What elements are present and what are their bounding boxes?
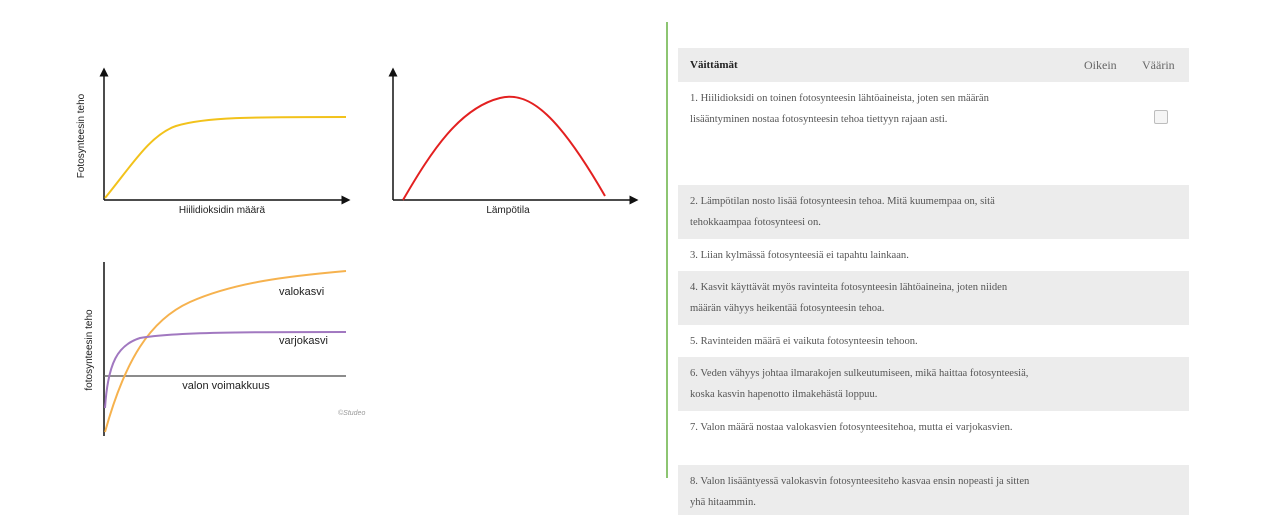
table-header <box>678 48 1189 82</box>
light-x-label: valon voimakkuus <box>182 380 270 392</box>
valokasvi-label: valokasvi <box>279 286 325 298</box>
statement-text: 2. Lämpötilan nosto lisää fotosynteesin tehoa. Mitä kuumempaa on, sitä tehokkaampaa fotosynteesi on. <box>690 196 995 228</box>
statement-text: 1. Hiilidioksidi on toinen fotosynteesin lähtöaineista, joten sen määrän lisääntyminen nostaa fotosynteesin tehoa tiettyyn rajaan asti. <box>690 93 989 125</box>
statement-text: 5. Ravinteiden määrä ei vaikuta fotosynteesin tehoon. <box>690 336 918 347</box>
table-row <box>678 411 1189 465</box>
table-row <box>678 325 1189 357</box>
copyright-label: ©Studeo <box>338 410 366 417</box>
temp-x-label: Lämpötila <box>486 205 530 216</box>
table-row <box>678 239 1189 271</box>
co2-x-label: Hiilidioksidin määrä <box>178 205 266 216</box>
varjokasvi-label: varjokasvi <box>279 335 328 347</box>
header-wrong: Väärin <box>1142 58 1175 72</box>
table-row <box>678 271 1189 325</box>
wrong-checkbox-row1[interactable] <box>1154 110 1168 124</box>
table-row <box>678 357 1189 411</box>
co2-y-label: Fotosynteesin teho <box>76 93 87 179</box>
table-row <box>678 465 1189 515</box>
light-y-label: fotosynteesin teho <box>84 309 95 391</box>
light-graph <box>84 262 365 436</box>
table-row <box>678 185 1189 239</box>
statement-text: 6. Veden vähyys johtaa ilmarakojen sulkeutumiseen, mikä haittaa fotosynteesiä, koska kasvin hapenotto ilmakehästä loppuu. <box>690 368 1029 400</box>
vertical-divider <box>666 22 668 478</box>
co2-graph <box>76 72 346 216</box>
statement-text: 8. Valon lisääntyessä valokasvin fotosynteesiteho kasvaa ensin nopeasti ja sitten yhä hitaammin. <box>690 476 1030 508</box>
header-right: Oikein <box>1084 58 1117 72</box>
statement-text: 4. Kasvit käyttävät myös ravinteita fotosynteesin lähtöaineina, joten niiden määrän vähyys heikentää fotosynteesin tehoa. <box>690 282 1008 314</box>
header-statements: Väittämät <box>690 59 738 71</box>
table-row <box>678 82 1189 185</box>
statement-text: 7. Valon määrä nostaa valokasvien fotosynteesitehoa, mutta ei varjokasvien. <box>690 422 1013 433</box>
temp-curve <box>403 97 605 200</box>
statement-text: 3. Liian kylmässä fotosynteesiä ei tapahtu lainkaan. <box>690 250 909 261</box>
temperature-graph <box>393 72 634 216</box>
co2-curve <box>105 117 346 198</box>
statements-table <box>678 48 1189 515</box>
